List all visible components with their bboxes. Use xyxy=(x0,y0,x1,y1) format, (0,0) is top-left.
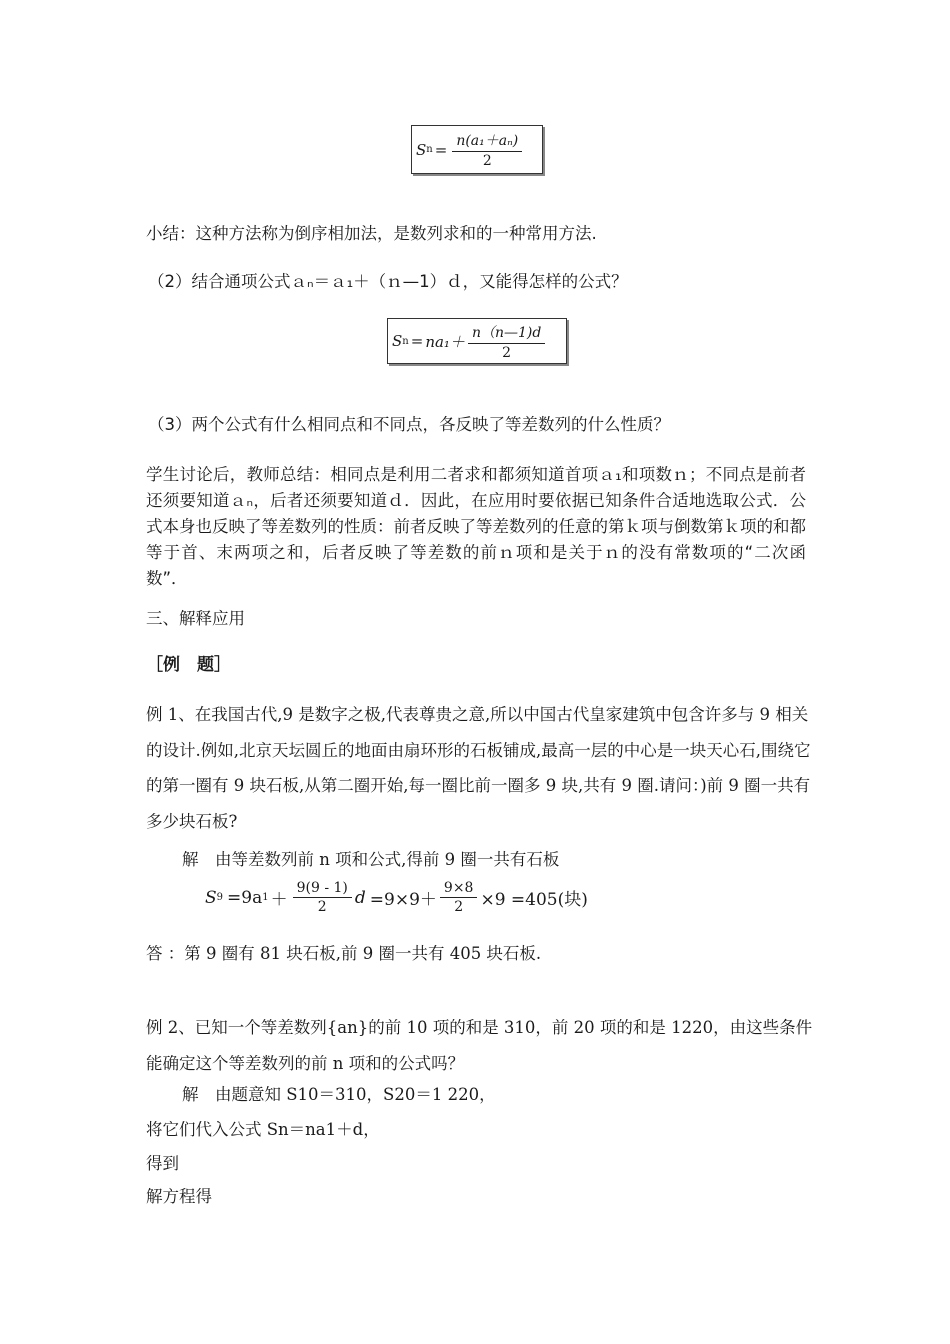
math-part2: =9×9＋ xyxy=(369,890,437,910)
math-s: S xyxy=(205,887,217,908)
formula1-numerator: n(a₁＋aₙ) xyxy=(452,130,522,152)
example-1-text: 例 1、在我国古代,9 是数字之极,代表尊贵之意,所以中国古代皇家建筑中包含许多与 9 相关的设计.例如,北京天坛圆丘的地面由扇环形的石板铺成,最高一层的中心是一块天心石,围绕它的第一圈有 9 块石板,从第二圈开始,每一圈比前一圈多 9 块,共有 9 圈.请问：)前 9 圈一共有多少块石板? xyxy=(146,705,811,831)
solution-2-line-1: 解 由题意知 S10＝310，S20＝1 220， xyxy=(182,1085,496,1104)
math-part1: =9a xyxy=(227,887,263,908)
summary-text: 小结：这种方法称为倒序相加法，是数列求和的一种常用方法. xyxy=(146,224,597,243)
math-frac2-num: 9×8 xyxy=(440,880,478,898)
math-fraction-1 xyxy=(293,880,352,915)
formula2-lhs-sub: n xyxy=(402,335,409,347)
math-fraction-2 xyxy=(440,880,478,915)
question-2: （2）结合通项公式ａₙ＝ａ₁＋（ｎ—1）ｄ，又能得怎样的公式？ xyxy=(148,272,628,291)
answer-1: 答 ：第 9 圈有 81 块石板,前 9 圈一共有 405 块石板. xyxy=(146,944,542,963)
formula2-eq: = xyxy=(410,332,424,350)
section-heading: 三、解释应用 xyxy=(146,609,245,628)
formula2-lhs: S xyxy=(392,332,403,350)
solution-1-intro: 解 由等差数列前 n 项和公式,得前 9 圈一共有石板 xyxy=(182,850,560,869)
formula-box-sum-2 xyxy=(387,318,567,364)
math-frac1-num: 9(9 - 1) xyxy=(293,880,352,898)
math-part1-sub: 1 xyxy=(262,892,269,903)
solution-2-line-3: 得到 xyxy=(146,1154,179,1173)
formula2-denominator: 2 xyxy=(502,344,512,361)
formula2-numerator: n（n—1)d xyxy=(468,322,545,344)
formula1-lhs: S xyxy=(416,140,427,159)
example-2-text: 例 2、已知一个等差数列{an}的前 10 项的和是 310，前 20 项的和是 1220，由这些条件能确定这个等差数列的前 n 项和的公式吗？ xyxy=(146,1018,813,1073)
math-s-sub: 9 xyxy=(216,892,224,903)
formula1-fraction xyxy=(452,130,522,169)
discussion-paragraph: 学生讨论后，教师总结：相同点是利用二者求和都须知道首项ａ₁和项数ｎ；不同点是前者还须要知道ａₙ，后者还须要知道ｄ．因此，在应用时要依据已知条件合适地选取公式．公式本身也反映了等差数列的性质：前者反映了等差数列的任意的第ｋ项与倒数第ｋ项的和都等于首、末两项之和，后者反映了等差数的前ｎ项和是关于ｎ的没有常数项的“二次函数”． xyxy=(146,465,806,588)
math-part3: ×9 =405(块) xyxy=(480,890,588,910)
solution-2-line-4: 解方程得 xyxy=(146,1187,212,1206)
math-d: d xyxy=(354,887,366,908)
math-frac2-den: 2 xyxy=(454,899,464,915)
math-frac1-den: 2 xyxy=(317,899,327,915)
formula1-denominator: 2 xyxy=(482,153,492,169)
formula2-fraction xyxy=(468,322,545,361)
question-3: （3）两个公式有什么相同点和不同点，各反映了等差数列的什么性质？ xyxy=(148,415,670,434)
solution-2-line-2: 将它们代入公式 Sn＝na1＋d， xyxy=(146,1120,380,1139)
solution-1-equation xyxy=(205,880,588,915)
formula-box-sum-1 xyxy=(411,125,543,174)
examples-heading: ［例 题］ xyxy=(146,655,231,675)
formula1-lhs-sub: n xyxy=(426,144,433,155)
formula1-eq: = xyxy=(434,140,448,159)
formula2-term1: na₁＋ xyxy=(425,332,465,351)
math-plus-1: ＋ xyxy=(270,890,288,910)
